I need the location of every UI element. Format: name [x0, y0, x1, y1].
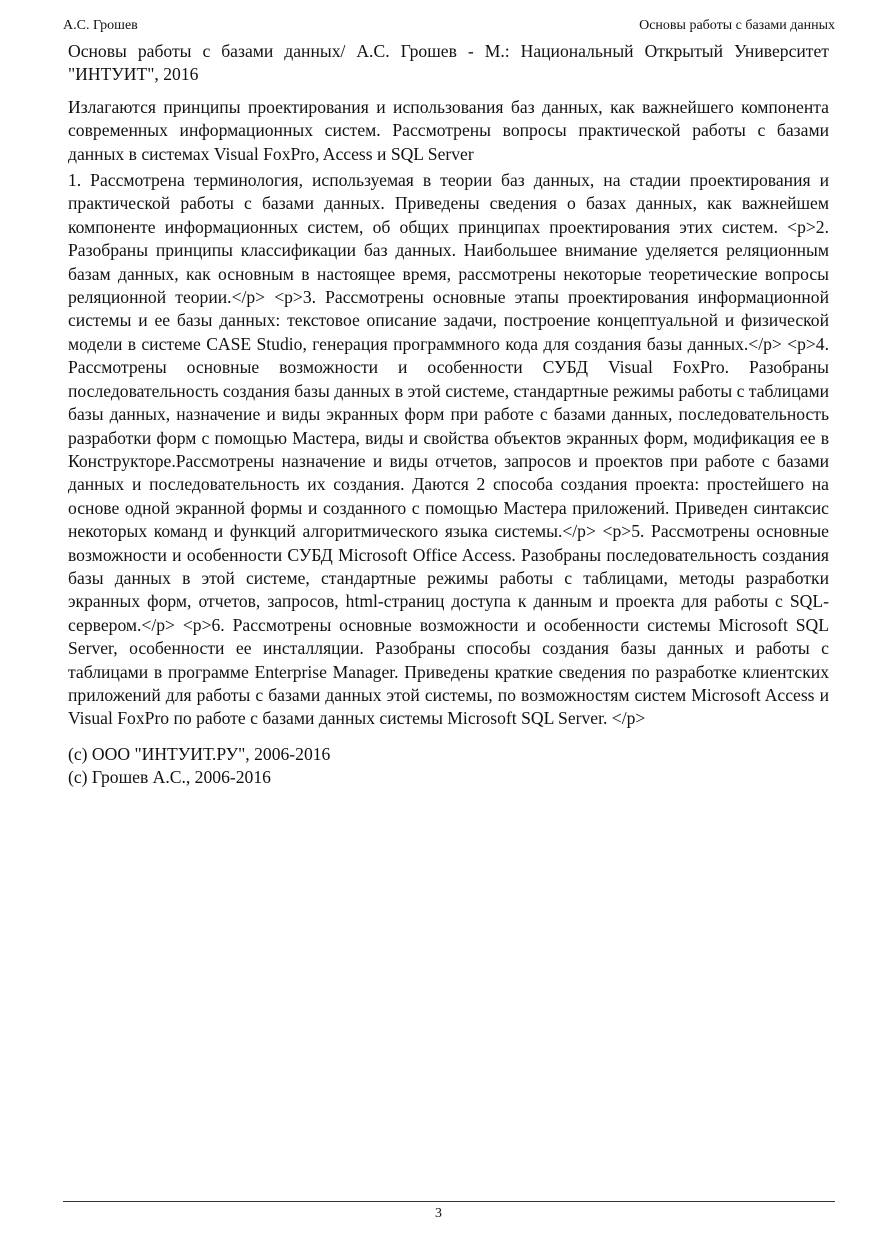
- copyright-publisher: (c) ООО "ИНТУИТ.РУ", 2006-2016: [68, 743, 331, 764]
- page-content: [68, 40, 829, 790]
- bibliographic-citation: Основы работы с базами данных/ А.С. Грошев - М.: Национальный Открытый Университет "ИНТУИТ", 2016: [68, 41, 829, 85]
- copyright-author: (c) Грошев А.С., 2006-2016: [68, 767, 271, 788]
- page-number: 3: [435, 1206, 442, 1221]
- book-annotation: Излагаются принципы проектирования и использования баз данных, как важнейшего компонента современных информационных систем. Рассмотрены вопросы практической работы с базами данных в системах Visual FoxPro, Access и SQL Server: [68, 96, 829, 164]
- running-header-title: Основы работы с базами данных: [639, 18, 835, 33]
- running-header-author: А.С. Грошев: [63, 18, 138, 33]
- footer-divider: [63, 1201, 835, 1202]
- chapter-summary: 1. Рассмотрена терминология, используемая в теории баз данных, на стадии проектирования и практической работы с базами данных. Приведены сведения о базах данных, как важнейшем компоненте информационных систем, об общих принципах проектирования этих систем. <p>2. Разобраны принципы классификации баз данных. Наибольшее внимание уделяется реляционным базам данных, как основным в настоящее время, рассмотрены некоторые теоретические вопросы реляционной теории.</p> <p>3. Рассмотрены основные этапы проектирования информационной системы и ее базы данных: текстовое описание задачи, построение концептуальной и физической модели в системе CASE Studio, генерация программного кода для создания базы данных.</p> <p>4. Рассмотрены основные возможности и особенности СУБД Visual FoxPro. Разобраны последовательность создания базы данных в этой системе, стандартные режимы работы с таблицами базы данных, назначение и виды экранных форм при работе с базами данных, последовательность разработки форм с помощью Мастера, виды и свойства объектов экранных форм, модификация ее в Конструкторе.Рассмотрены назначение и виды отчетов, запросов и проектов при работе с базами данных и последовательность их создания. Даются 2 способа создания проекта: простейшего на основе одной экранной формы и созданного с помощью Мастера приложений. Приведен синтаксис некоторых команд и функций алгоритмического языка системы.</p> <p>5. Рассмотрены основные возможности и особенности СУБД Microsoft Office Access. Разобраны последовательность создания базы данных в этой системе, стандартные режимы работы с таблицами, методы разработки экранных форм, отчетов, запросов, html-страниц доступа к данным и проекта для работы с SQL-сервером.</p> <p>6. Рассмотрены основные возможности и особенности системы Microsoft SQL Server, особенности ее инсталляции. Разобраны способы создания базы данных и работы с таблицами в программе Enterprise Manager. Приведены краткие сведения по разработке клиентских приложений для работы с базами данных этой системы, по возможностям систем Microsoft Access и Visual FoxPro по работе с базами данных системы Microsoft SQL Server. </p>: [68, 170, 829, 729]
